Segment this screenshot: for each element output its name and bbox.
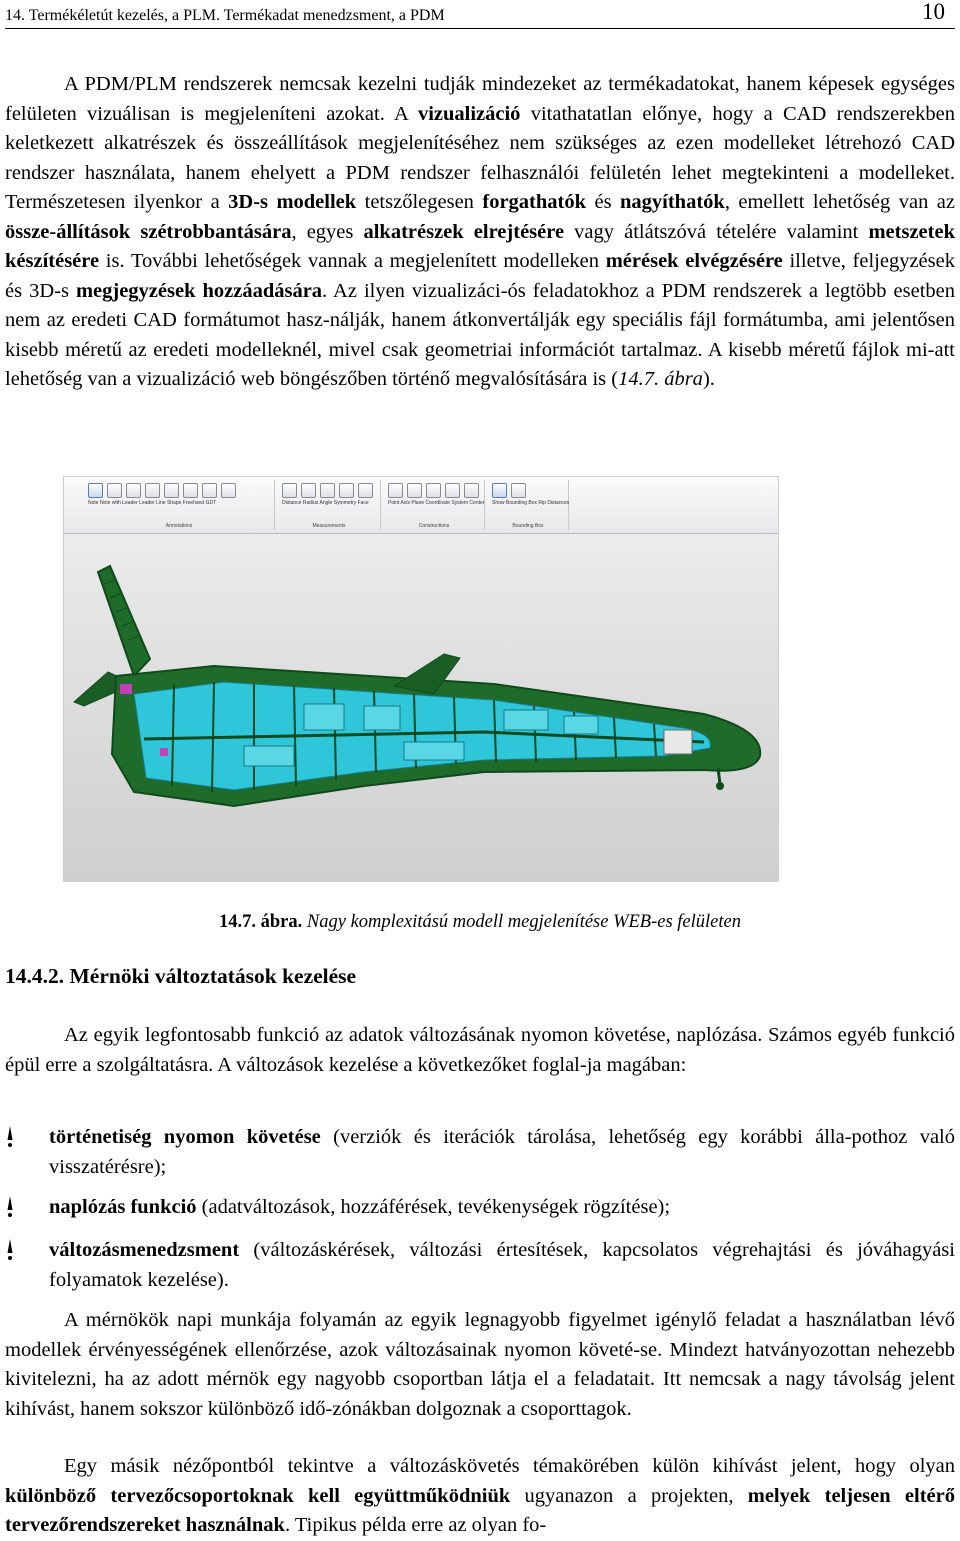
- bullet-text: (verziók és iterációk tárolása, lehetőség egy korábbi álla-pothoz való visszatérésre);: [49, 1126, 955, 1178]
- paragraph-visualization: [5, 70, 955, 395]
- radius-icon[interactable]: [301, 483, 316, 498]
- plane-icon[interactable]: [426, 483, 441, 498]
- angle-icon[interactable]: [320, 483, 335, 498]
- text-run: . Az ilyen vizualizáci-ós feladatokhoz a PDM rendszerek a legtöbb esetben nem az eredeti CAD formátumot hasz-nálják, hanem átkonvertálják egy speciális fájl formátumba, ami jelentősen kisebb méretű az eredeti modelleknél, mivel csak geometriai információt tartalmaz. A kisebb méretű fájlok mi-att lehetőség van a vizualizáció web böngészőben történő megvalósítására is (: [5, 279, 955, 390]
- nose-gear: [718, 768, 720, 784]
- bold-term: metszetek készítésére: [5, 220, 955, 272]
- text-run: . Tipikus példa erre az olyan fo-: [284, 1514, 547, 1536]
- leader-line-icon[interactable]: [126, 483, 141, 498]
- text-run: tetszőlegesen: [356, 191, 483, 213]
- bold-term: megjegyzések hozzáadására: [75, 279, 323, 302]
- figure-cad-viewer: [63, 476, 779, 882]
- tail-fin: [98, 566, 150, 676]
- exclamation-bullet-icon: [5, 1239, 15, 1261]
- toolbar-group-annotations: [84, 480, 275, 530]
- text-run: vagy átlátszóvá tételére valamint: [564, 220, 869, 243]
- ellipse-icon[interactable]: [183, 483, 198, 498]
- toolbar-labels: Show Bounding Box Rip Distances: [492, 500, 570, 506]
- figure-caption: [0, 910, 960, 934]
- toolbar-group-label: Measurements: [312, 523, 346, 529]
- caption-text: Nagy komplexitású modell megjelenítése WEB-es felületen: [302, 912, 741, 932]
- text-run: is. További lehetőségek vannak a megjelenített modelleken: [99, 250, 606, 272]
- distance-icon[interactable]: [282, 483, 297, 498]
- bullet-text: (változáskérések, változási értesítések, kapcsolatos végrehajtási és jóváhagyási folyamatok kezelése).: [49, 1239, 955, 1291]
- toolbar-group-constructions: [384, 480, 485, 530]
- toolbar-labels: Distance Radius Angle Symmetry Face: [282, 500, 369, 506]
- bold-term: 3D-s modellek: [228, 191, 357, 213]
- center-icon[interactable]: [464, 483, 479, 498]
- header-rule: [5, 28, 955, 29]
- page-number: 10: [922, 0, 945, 24]
- list-item: [5, 1236, 955, 1295]
- bullet-term: naplózás funkció: [49, 1196, 197, 1218]
- bullet-term: változásmenedzsment: [49, 1239, 240, 1261]
- note-leader-icon[interactable]: [107, 483, 122, 498]
- running-title: 14. Termékéletút kezelés, a PLM. Termékadat menedzsment, a PDM: [5, 7, 445, 24]
- toolbar-labels: Note Note with Leader Leader Line Shape Freehand GDT: [88, 500, 217, 506]
- toolbar-group-label: Bounding Box: [512, 523, 544, 529]
- bold-term: különböző tervezőcsoportoknak kell együttműködniük: [5, 1484, 511, 1507]
- bold-term: vizualizáció: [417, 102, 521, 125]
- paragraph-collaboration: [5, 1452, 955, 1541]
- bold-term: nagyíthatók: [620, 191, 725, 213]
- line-icon[interactable]: [145, 483, 160, 498]
- axis-icon[interactable]: [407, 483, 422, 498]
- text-run: vitathatatlan előnye, hogy a CAD rendszerekben keletkezett alkatrészek és összeállítások megjelenítéséhez nem szükséges az ezen modelleket létrehozó CAD rendszer használata, hanem ehelyett a PDM rendszer felhasználói felületén lehet megtekinteni a modelleket. Természetesen ilyenkor a: [5, 102, 956, 213]
- bold-term: forgathatók: [482, 191, 587, 213]
- symmetry-icon[interactable]: [339, 483, 354, 498]
- toolbar-group-label: Annotations: [165, 523, 193, 529]
- figure-reference: 14.7. ábra: [618, 368, 703, 390]
- bold-term: össze-állítások szétrobbantására: [5, 220, 292, 243]
- bullet-text: (adatváltozások, hozzáférések, tevékenységek rögzítése);: [196, 1196, 671, 1218]
- rip-distances-icon[interactable]: [511, 483, 526, 498]
- text-run: , egyes: [291, 220, 364, 243]
- text-run: Egy másik nézőpontból tekintve a változáskövetés témakörében külön kihívást jelent, hogy olyan: [64, 1455, 955, 1477]
- toolbar-group-bounding-box: [488, 480, 569, 530]
- text-run: , emellett lehetőség van az: [724, 191, 955, 213]
- paragraph-engineers: A mérnökök napi munkája folyamán az egyik legnagyobb figyelmet igénylő feladat a használatban lévő modellek érvényességének ellenőrzése, azok változásainak nyomon követé-se. Mindezt hatványozottan nehezebb kivitelezni, ha az adott mérnök egy nagyobb csoportban látja el a feladatait. Itt nemcsak a nagy távolság jelent kihívást, hanem sokszor különböző idő-zónákban dolgoznak a csoporttagok.: [5, 1309, 955, 1420]
- caption-label: 14.7. ábra.: [219, 912, 303, 932]
- bounding-box-icon[interactable]: [492, 483, 507, 498]
- list-item: [5, 1123, 955, 1182]
- exclamation-bullet-icon: [5, 1126, 15, 1148]
- toolbar-group-measurements: [278, 480, 381, 530]
- section-heading: 14.4.2. Mérnöki változtatások kezelése: [5, 964, 357, 988]
- text-run: és: [586, 191, 620, 213]
- cockpit-equipment: [664, 730, 692, 754]
- text-run: A PDM/PLM rendszerek nemcsak kezelni tudják mindezeket az termékadatokat, hanem képesek egységes felületen vizuálisan is megjeleníteni azokat. A: [5, 73, 955, 125]
- bold-term: alkatrészek elrejtésére: [363, 220, 565, 243]
- freehand-icon[interactable]: [202, 483, 217, 498]
- bold-term: melyek teljesen eltérő tervezőrendszereket használnak: [5, 1484, 955, 1536]
- note-icon[interactable]: [88, 483, 103, 498]
- rectangle-icon[interactable]: [164, 483, 179, 498]
- face-icon[interactable]: [358, 483, 373, 498]
- accent-part: [160, 748, 168, 756]
- bullet-term: történetiség nyomon követése: [49, 1126, 321, 1148]
- model-viewport[interactable]: [64, 534, 778, 881]
- coordinate-system-icon[interactable]: [445, 483, 460, 498]
- nose-wheel: [716, 782, 724, 790]
- toolbar-labels: Point Axis Plane Coordinate System Center: [388, 500, 485, 506]
- text-run: ).: [702, 368, 715, 390]
- point-icon[interactable]: [388, 483, 403, 498]
- gdt-icon[interactable]: [221, 483, 236, 498]
- toolbar-group-label: Constructions: [418, 523, 450, 529]
- text-run: ugyanazon a projekten,: [510, 1484, 748, 1507]
- text-run: illetve, feljegyzések és 3D-s: [5, 250, 955, 302]
- paragraph-changes: Az egyik legfontosabb funkció az adatok változásának nyomon követése, naplózása. Számos egyéb funkció épül erre a szolgáltatásra. A változások kezelése a következőket foglal-ja magában:: [5, 1024, 955, 1076]
- bold-term: mérések elvégzésére: [605, 250, 783, 272]
- list-item: [5, 1193, 955, 1223]
- accent-part: [120, 684, 132, 694]
- viewer-toolbar: [64, 477, 778, 534]
- exclamation-bullet-icon: [5, 1196, 15, 1218]
